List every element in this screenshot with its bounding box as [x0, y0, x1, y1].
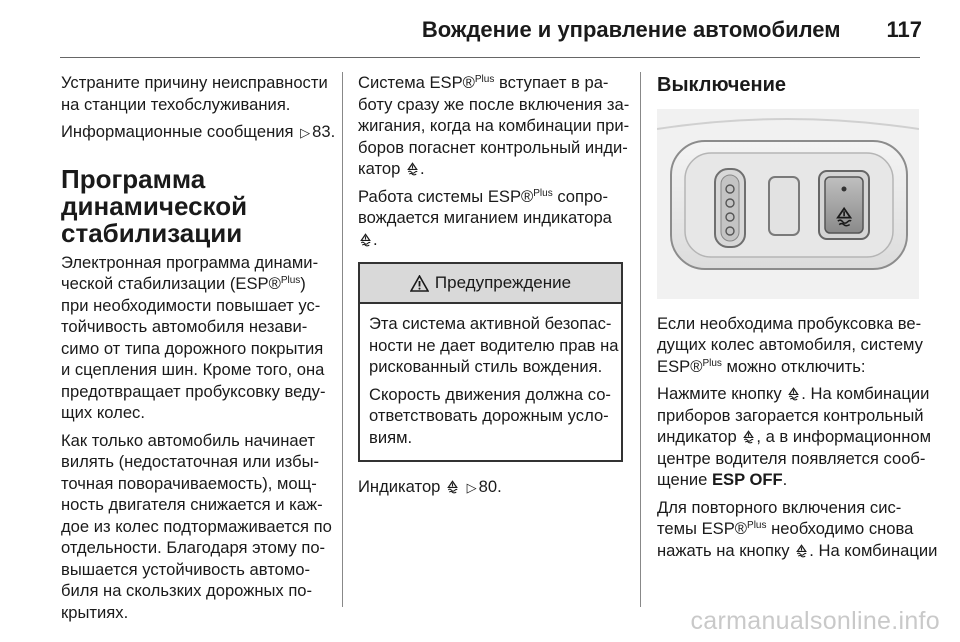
esp-switch-illustration: [657, 109, 919, 299]
text-line: Если необходима пробуксовка ве-: [657, 313, 922, 333]
column-middle: [358, 72, 630, 505]
page-header-title: Вождение и управление автомобилем: [421, 17, 841, 42]
text-line: щих колес.: [61, 403, 145, 422]
text-line: предотвращает пробуксовку веду-: [61, 381, 326, 401]
text-line: Устраните причину неисправности: [61, 73, 328, 92]
warning-title: Предупреждение: [434, 273, 572, 293]
page-reference[interactable]: 83.: [312, 122, 336, 141]
esp-off-message: ESP OFF: [711, 470, 783, 489]
paragraph-esp-function: [61, 430, 333, 624]
text-line: ность двигателя снижается и каж-: [61, 495, 323, 514]
column-divider: [640, 72, 641, 607]
text-line: вышается устойчивость автомо-: [61, 559, 310, 579]
warning-paragraph: [369, 313, 619, 378]
subsection-title: Выключение: [657, 74, 787, 96]
text-line: боту сразу же после включения за-: [358, 94, 630, 114]
text-line: виям.: [369, 427, 413, 447]
text-line: приборов загорается контрольный: [657, 405, 924, 425]
text-line: при необходимости повышает ус-: [61, 295, 321, 315]
column-left: [61, 72, 336, 629]
text-line: тойчивость автомобиля незави-: [61, 317, 308, 336]
paragraph-fix-fault: [61, 72, 333, 115]
warning-triangle-icon: [410, 275, 429, 292]
page-reference[interactable]: 80.: [478, 477, 502, 496]
text-line: Скорость движения должна со-: [369, 384, 611, 404]
text-line: Нажмите кнопку . На комбинации: [657, 384, 930, 403]
paragraph-esp-intro: [61, 252, 333, 424]
text-line: центре водителя появляется сооб-: [657, 448, 926, 468]
esp-indicator-icon: [406, 161, 419, 176]
text-line: Как только автомобиль начинает: [61, 430, 315, 450]
text-line: боров погаснет контрольный инди-: [358, 137, 628, 157]
text-line: жигания, когда на комбинации при-: [358, 116, 630, 135]
esp-indicator-icon: [787, 386, 800, 401]
text-line: нажать на кнопку . На комбинации: [657, 540, 938, 560]
reference-arrow-icon: ▷: [466, 480, 477, 495]
text-line: ности не дает водителю прав на: [369, 335, 619, 355]
text-line: ответствовать дорожным усло-: [369, 406, 609, 425]
text-line: отдельности. Благодаря этому по-: [61, 538, 326, 557]
text-line: и сцепления шин. Кроме того, она: [61, 360, 325, 379]
paragraph-esp-blinking: [358, 186, 623, 251]
text-line: индикатор , а в информационном: [657, 427, 932, 446]
text-line: темы ESP®$^{Plus}$ необходимо снова: [657, 519, 914, 538]
paragraph-deactivate-intro: [657, 313, 927, 378]
text-line: рискованный стиль вождения.: [369, 357, 603, 376]
text-line: Электронная программа динами-: [61, 252, 319, 272]
text-line: симо от типа дорожного покрытия: [61, 338, 324, 358]
warning-paragraph: [369, 384, 612, 449]
section-title: Программа динамической стабилизации: [61, 163, 248, 248]
warning-box: [358, 262, 623, 462]
text-line: точная поворачиваемость), мощ-: [61, 473, 317, 493]
text-line: биля на скользких дорожных по-: [61, 581, 313, 600]
esp-indicator-icon: [795, 543, 808, 558]
text-line: крытиях.: [61, 602, 129, 622]
esp-indicator-icon: [359, 232, 372, 247]
text-line: .: [358, 229, 623, 251]
text-line: ESP®$^{Plus}$ можно отключить:: [657, 356, 866, 376]
text-line: вилять (недостаточная или избы-: [61, 452, 320, 471]
esp-indicator-icon: [742, 429, 755, 444]
text-line: Информационные сообщения ▷ 83.: [61, 121, 333, 144]
text-line: щение ESP OFF.: [657, 470, 788, 489]
text-line: дущих колес автомобиля, систему: [657, 335, 923, 354]
paragraph-esp-activation: [358, 72, 630, 180]
text-line: вождается миганием индикатора: [358, 208, 612, 227]
text-line: Эта система активной безопас-: [369, 314, 612, 333]
header-rule: [60, 57, 920, 58]
text-line: Для повторного включения сис-: [657, 497, 902, 517]
text-line: Работа системы ESP®$^{Plus}$ сопро-: [358, 186, 608, 206]
running-header: [422, 17, 922, 43]
paragraph-deactivate-steps: [657, 383, 932, 491]
text-line: ческой стабилизации (ESP®$^{Plus}$): [61, 274, 306, 293]
paragraph-info-messages: [61, 121, 336, 144]
warning-header: [360, 264, 621, 304]
text-line: Система ESP®$^{Plus}$ вступает в ра-: [358, 73, 609, 92]
page-number: 117: [886, 17, 922, 42]
text-line: на станции техобслуживания.: [61, 94, 291, 114]
warning-body: [360, 304, 621, 460]
column-divider: [342, 72, 343, 607]
paragraph-indicator-ref: [358, 476, 623, 499]
paragraph-reactivate: [657, 497, 938, 562]
watermark: carmanualsonline.info: [690, 607, 940, 635]
esp-indicator-icon: [446, 479, 459, 494]
reference-arrow-icon: ▷: [300, 125, 311, 140]
text-line: Индикатор ▷ 80.: [358, 476, 623, 499]
text-line: дое из колес подтормаживается по: [61, 516, 332, 536]
text-line: катор .: [358, 159, 425, 178]
column-right: [657, 72, 938, 567]
